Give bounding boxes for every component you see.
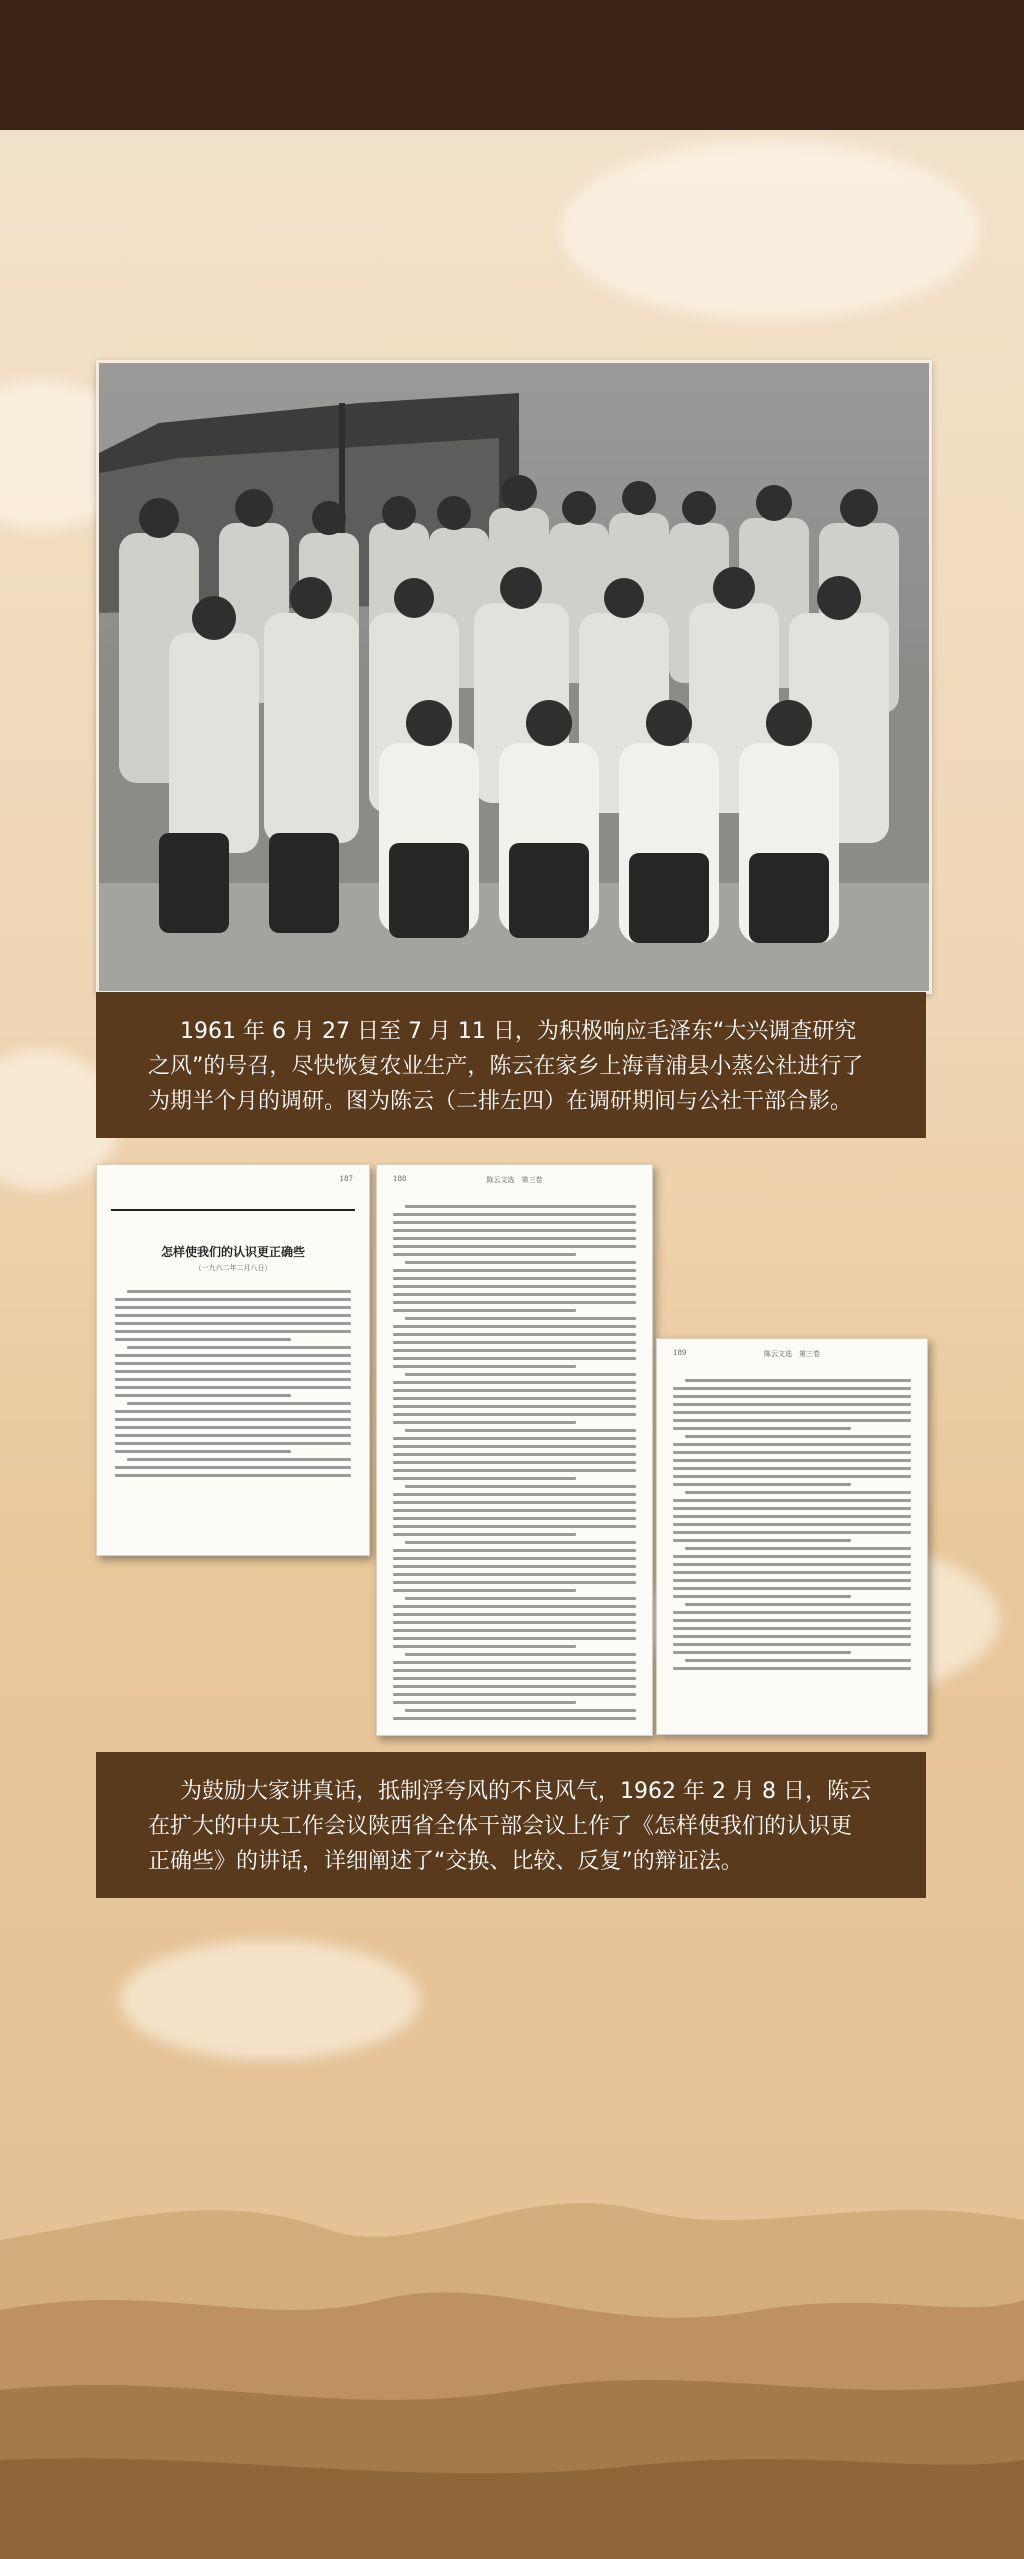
top-banner	[0, 0, 1024, 130]
text-line	[685, 1547, 911, 1550]
text-line	[673, 1571, 911, 1574]
text-line	[393, 1237, 636, 1240]
text-line	[393, 1557, 636, 1560]
text-line	[393, 1509, 636, 1512]
text-line	[405, 1205, 636, 1208]
text-line	[673, 1443, 911, 1446]
text-line	[673, 1667, 911, 1670]
text-line	[393, 1669, 636, 1672]
text-line	[673, 1387, 911, 1390]
book-page-187	[96, 1164, 370, 1556]
text-line	[393, 1533, 576, 1536]
text-line	[393, 1245, 636, 1248]
text-line	[393, 1229, 636, 1232]
text-line	[393, 1269, 636, 1272]
historical-group-photo	[96, 360, 932, 994]
caption-line: 在扩大的中央工作会议陕西省全体干部会议上作了《怎样使我们的认识更	[148, 1814, 853, 1839]
text-line	[393, 1629, 636, 1632]
text-line	[405, 1597, 636, 1600]
text-line	[393, 1613, 636, 1616]
text-line	[673, 1459, 911, 1462]
cloud-decoration	[120, 1940, 420, 2060]
text-line	[673, 1483, 851, 1486]
mountain-backdrop	[0, 2130, 1024, 2559]
text-line	[127, 1290, 351, 1293]
text-line	[115, 1330, 351, 1333]
caption-line: 1961 年 6 月 27 日至 7 月 11 日，为积极响应毛泽东“大兴调查研究	[180, 1019, 857, 1044]
text-line	[405, 1709, 636, 1712]
text-line	[393, 1469, 636, 1472]
text-line	[673, 1419, 911, 1422]
text-line	[673, 1515, 911, 1518]
text-line	[115, 1298, 351, 1301]
text-line	[393, 1605, 636, 1608]
speech-title: 怎样使我们的认识更正确些	[160, 1245, 305, 1259]
caption-line: 为鼓励大家讲真话，抵制浮夸风的不良风气，1962 年 2 月 8 日，陈云	[180, 1779, 871, 1804]
text-line	[405, 1485, 636, 1488]
text-line	[673, 1619, 911, 1622]
text-line	[393, 1445, 636, 1448]
text-line	[393, 1349, 636, 1352]
text-line	[393, 1685, 636, 1688]
text-line	[393, 1341, 636, 1344]
text-line	[115, 1386, 351, 1389]
text-line	[673, 1531, 911, 1534]
text-line	[673, 1467, 911, 1470]
text-line	[393, 1437, 636, 1440]
text-line	[393, 1549, 636, 1552]
text-line	[673, 1627, 911, 1630]
text-line	[393, 1357, 636, 1360]
text-line	[393, 1501, 636, 1504]
text-line	[393, 1589, 576, 1592]
text-line	[115, 1418, 351, 1421]
text-line	[673, 1563, 911, 1566]
text-line	[115, 1426, 351, 1429]
book-page-188	[376, 1164, 653, 1736]
text-line	[673, 1539, 851, 1542]
text-line	[393, 1517, 636, 1520]
text-line	[115, 1442, 351, 1445]
text-line	[393, 1645, 576, 1648]
text-line	[393, 1637, 636, 1640]
text-line	[393, 1565, 636, 1568]
text-line	[127, 1346, 351, 1349]
text-line	[405, 1317, 636, 1320]
text-line	[685, 1435, 911, 1438]
text-line	[393, 1333, 636, 1336]
text-line	[393, 1493, 636, 1496]
text-line	[393, 1277, 636, 1280]
text-line	[393, 1421, 576, 1424]
text-line	[405, 1653, 636, 1656]
page-number: 187	[339, 1175, 353, 1183]
text-line	[115, 1434, 351, 1437]
text-line	[673, 1651, 851, 1654]
text-line	[115, 1322, 351, 1325]
text-line	[393, 1301, 636, 1304]
caption-speech	[96, 1752, 926, 1898]
text-line	[393, 1717, 636, 1720]
page-number: 188	[393, 1175, 407, 1183]
text-line	[115, 1378, 351, 1381]
text-line	[115, 1338, 291, 1341]
text-line	[115, 1450, 291, 1453]
text-line	[673, 1643, 911, 1646]
text-line	[115, 1362, 351, 1365]
text-line	[115, 1354, 351, 1357]
text-line	[673, 1611, 911, 1614]
text-line	[673, 1411, 911, 1414]
text-line	[115, 1314, 351, 1317]
text-line	[393, 1397, 636, 1400]
text-line	[685, 1603, 911, 1606]
text-line	[393, 1453, 636, 1456]
text-line	[393, 1221, 636, 1224]
text-line	[115, 1306, 351, 1309]
text-line	[405, 1261, 636, 1264]
cloud-decoration	[560, 140, 980, 320]
text-line	[393, 1661, 636, 1664]
text-line	[393, 1701, 576, 1704]
text-line	[115, 1410, 351, 1413]
group-photo-image	[99, 363, 929, 991]
caption-line: 正确些》的讲话，详细阐述了“交换、比较、反复”的辩证法。	[148, 1849, 743, 1874]
text-line	[685, 1379, 911, 1382]
text-line	[673, 1635, 911, 1638]
text-line	[393, 1677, 636, 1680]
text-line	[115, 1370, 351, 1373]
text-line	[673, 1403, 911, 1406]
text-line	[393, 1285, 636, 1288]
text-line	[127, 1458, 351, 1461]
text-line	[393, 1693, 636, 1696]
text-line	[673, 1579, 911, 1582]
text-line	[393, 1621, 636, 1624]
caption-line: 之风”的号召，尽快恢复农业生产，陈云在家乡上海青浦县小蒸公社进行了	[148, 1054, 864, 1079]
running-header: 陈云文选 第三卷	[486, 1176, 543, 1184]
text-line	[673, 1555, 911, 1558]
text-line	[393, 1253, 576, 1256]
text-line	[393, 1581, 636, 1584]
page-number: 189	[673, 1349, 687, 1357]
text-line	[115, 1394, 291, 1397]
caption-photo	[96, 992, 926, 1138]
running-header: 陈云文选 第三卷	[764, 1350, 820, 1358]
text-line	[673, 1499, 911, 1502]
text-line	[393, 1389, 636, 1392]
text-line	[393, 1381, 636, 1384]
text-line	[393, 1405, 636, 1408]
text-line	[673, 1507, 911, 1510]
text-line	[115, 1474, 351, 1477]
text-line	[685, 1659, 911, 1662]
text-line	[393, 1309, 576, 1312]
text-line	[393, 1525, 636, 1528]
text-line	[393, 1325, 636, 1328]
text-line	[393, 1365, 576, 1368]
caption-line: 为期半个月的调研。图为陈云（二排左四）在调研期间与公社干部合影。	[148, 1089, 853, 1114]
text-line	[673, 1475, 911, 1478]
text-line	[393, 1293, 636, 1296]
text-line	[673, 1427, 851, 1430]
text-line	[393, 1413, 636, 1416]
text-line	[673, 1395, 911, 1398]
text-line	[393, 1213, 636, 1216]
text-line	[685, 1491, 911, 1494]
text-line	[673, 1595, 851, 1598]
text-line	[405, 1429, 636, 1432]
text-line	[393, 1573, 636, 1576]
text-line	[405, 1541, 636, 1544]
text-line	[393, 1461, 636, 1464]
book-page-189	[656, 1338, 928, 1735]
text-line	[673, 1451, 911, 1454]
header-rule	[111, 1209, 355, 1211]
text-line	[673, 1523, 911, 1526]
text-line	[393, 1477, 576, 1480]
text-line	[115, 1466, 351, 1469]
speech-date: （一九六二年二月八日）	[194, 1264, 272, 1272]
text-line	[127, 1402, 351, 1405]
text-line	[673, 1587, 911, 1590]
text-line	[405, 1373, 636, 1376]
